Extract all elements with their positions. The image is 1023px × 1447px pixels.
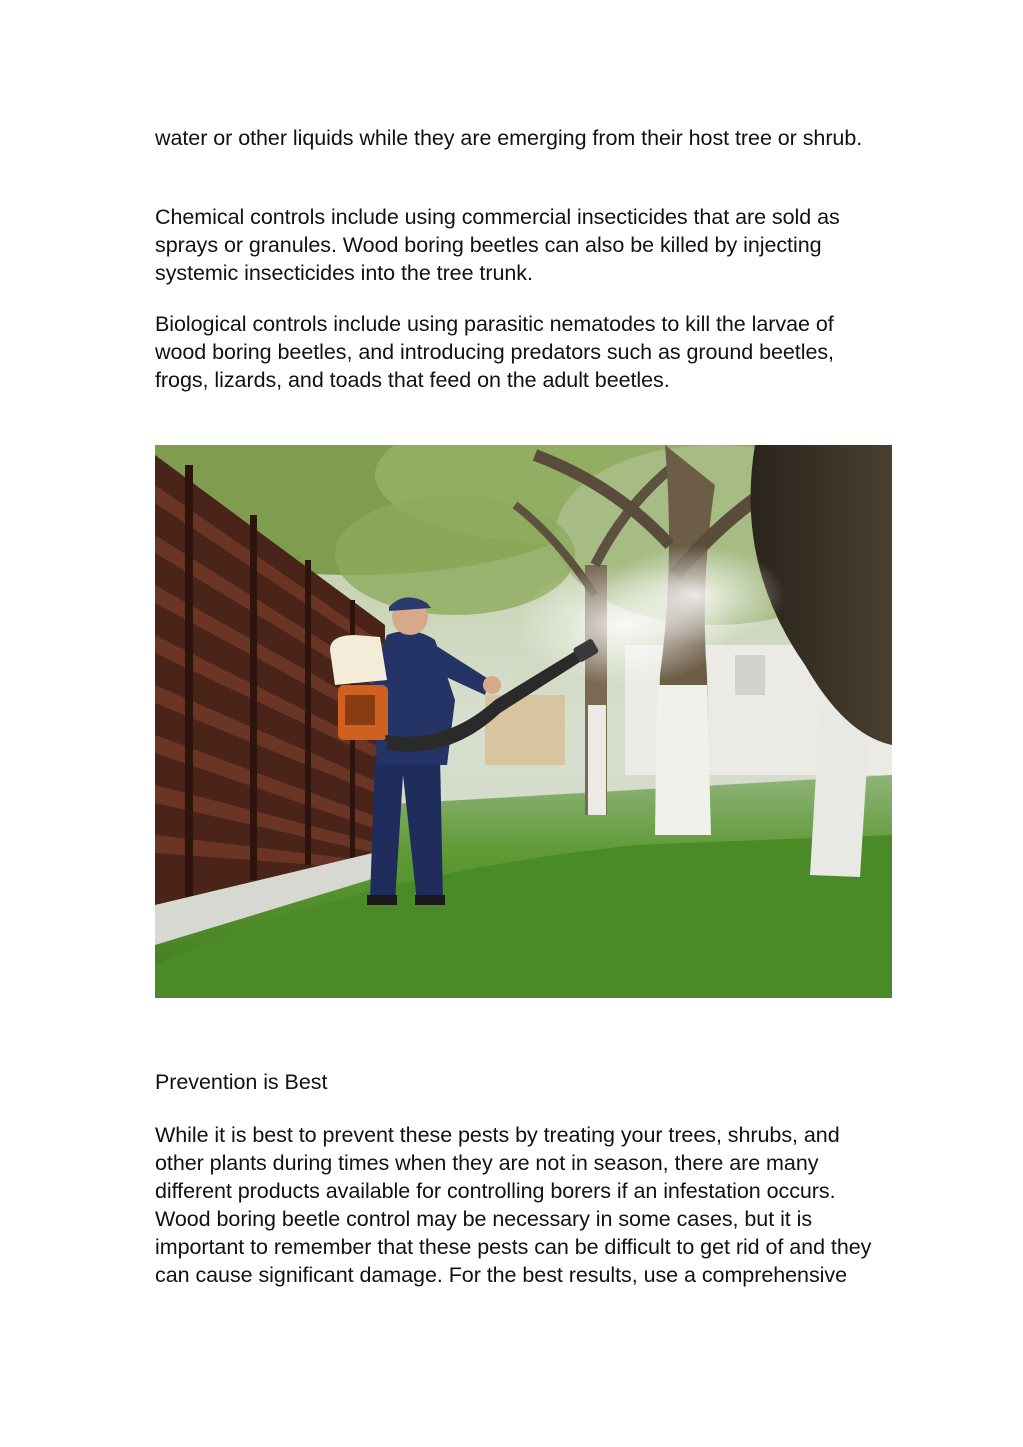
- paragraph-biological-controls: Biological controls include using parasitic nematodes to kill the larvae of wood boring beetles, and introducing predators such as ground beetles, frogs, lizards, and toads that feed on the adult beetles.: [155, 312, 834, 392]
- paragraph-water-liquids: water or other liquids while they are emerging from their host tree or shrub.: [155, 126, 863, 150]
- paragraph-chemical-controls: Chemical controls include using commercial insecticides that are sold as sprays or granules. Wood boring beetles can also be killed by injecting systemic insecticides into the tree trunk.: [155, 205, 840, 285]
- gardener-spraying-photo: [155, 445, 892, 998]
- paragraph-prevention-details: While it is best to prevent these pests by treating your trees, shrubs, and other plants during times when they are not in season, there are many different products available for controlling borers if an infestation occurs. Wood boring beetle control may be necessary in some cases, but it is important to remember that these pests can be difficult to get rid of and they can cause significant damage. For the best results, use a comprehensive: [155, 1123, 872, 1287]
- section-heading-prevention: Prevention is Best: [155, 1070, 328, 1094]
